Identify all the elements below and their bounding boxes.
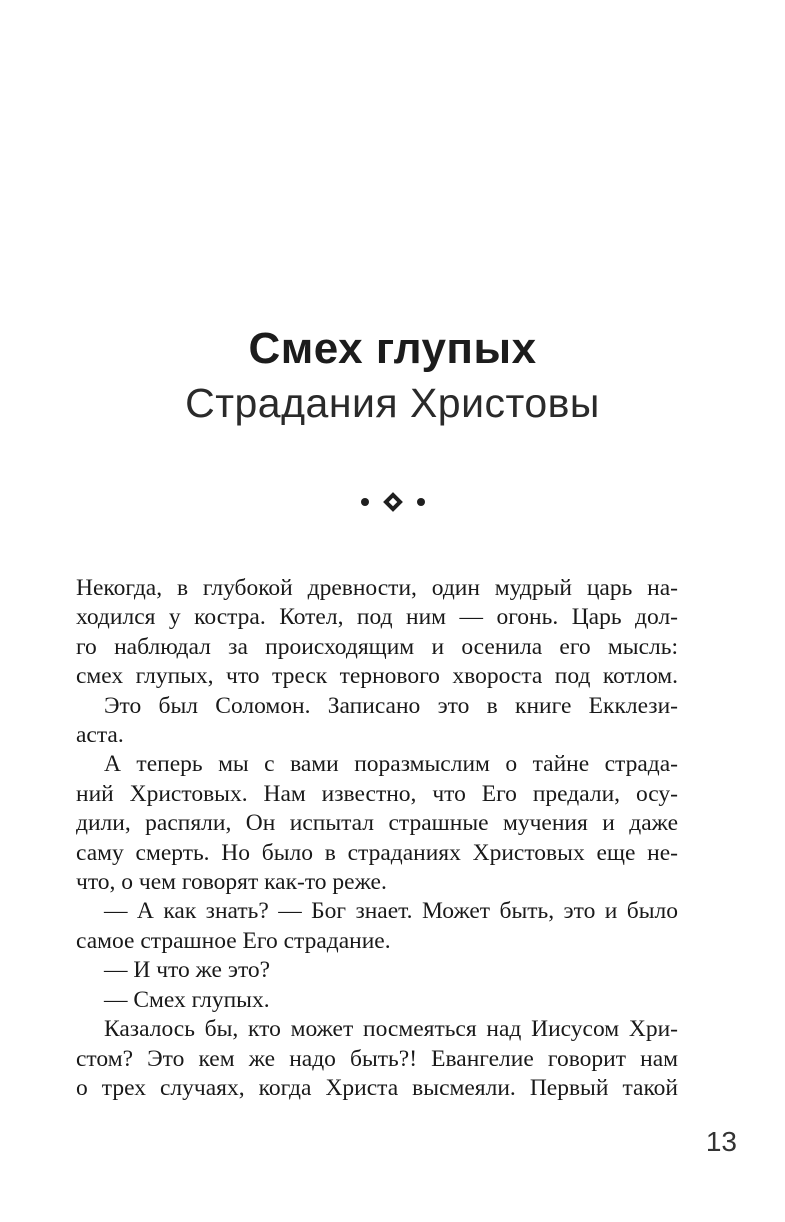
text-line: дили, распяли, Он испытал страшные мучения и даже [76,810,678,837]
paragraph [76,1015,678,1103]
chapter-subtitle: Страдания Христовы [185,380,600,426]
text-line: аста. [76,722,124,749]
paragraph [76,956,678,985]
paragraph [76,692,678,751]
text-line: Это был Соломон. Записано это в книге Екклези- [104,692,678,719]
paragraph [76,986,678,1015]
text-line: А теперь мы с вами поразмыслим о тайне страда- [104,751,678,778]
text-line: — И что же это? [104,957,271,984]
dot-icon [417,498,425,506]
text-line: — А как знать? — Бог знает. Может быть, это и было [104,898,678,925]
text-line: саму смерть. Но было в страданиях Христовых еще не- [76,839,678,866]
text-line: о трех случаях, когда Христа высмеяли. Первый такой [76,1074,678,1101]
paragraph [76,897,678,956]
text-line: стом? Это кем же надо быть?! Евангелие говорит нам [76,1045,678,1072]
text-line: го наблюдал за происходящим и осенила его мысль: [76,633,678,660]
diamond-icon [383,492,403,512]
text-line: смех глупых, что треск тернового хвороста под котлом. [76,663,678,690]
paragraph [76,574,678,692]
page-number: 13 [705,1126,737,1157]
section-ornament [0,489,785,515]
body-text [76,574,678,1103]
dot-icon [361,498,369,506]
text-line: ний Христовых. Нам известно, что Его предали, осу- [76,780,678,807]
text-line: что, о чем говорят как-то реже. [76,869,387,896]
text-line: ходился у костра. Котел, под ним — огонь. Царь дол- [76,604,678,631]
text-line: Некогда, в глубокой древности, один мудрый царь на- [76,575,678,601]
text-line: — Смех глупых. [104,986,270,1013]
text-line: самое страшное Его страдание. [76,927,391,954]
chapter-title: Смех глупых [248,324,537,373]
text-line: Казалось бы, кто может посмеяться над Иисусом Хри- [104,1016,678,1043]
paragraph [76,750,678,897]
